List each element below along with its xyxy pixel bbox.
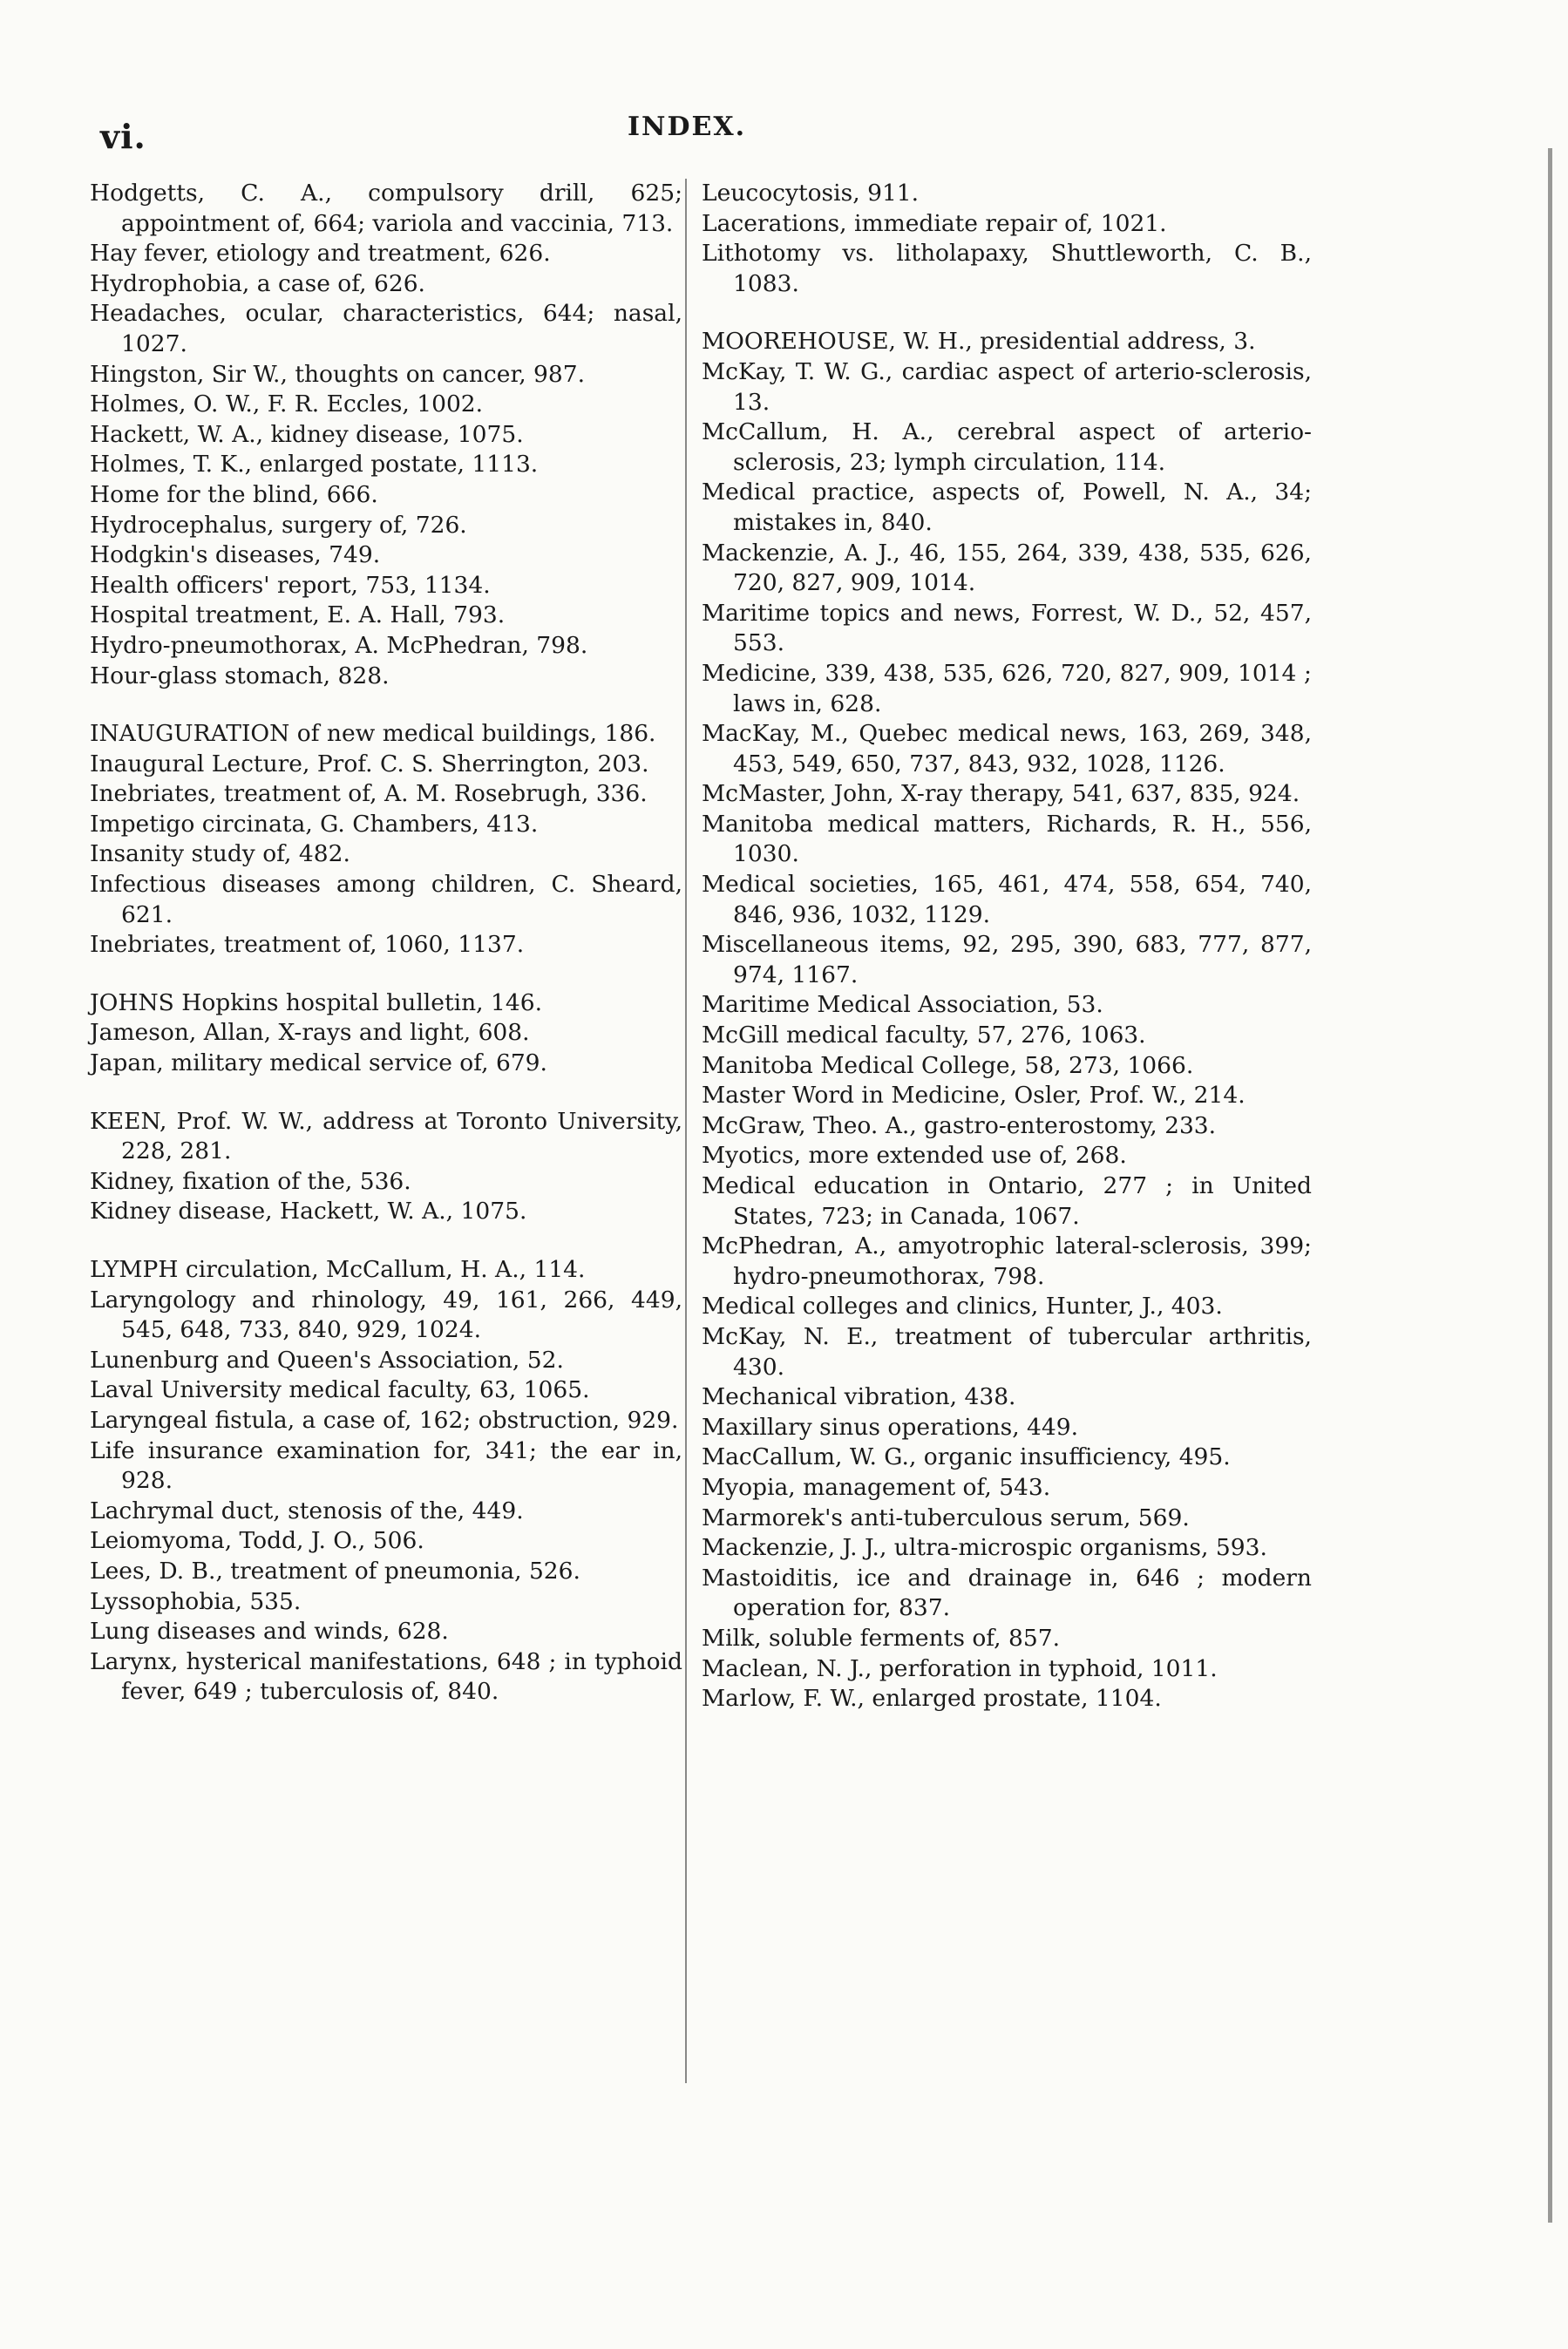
index-entry: Medical education in Ontario, 277 ; in United States, 723; in Canada, 1067. <box>702 1172 1312 1230</box>
index-entry: Medical practice, aspects of, Powell, N. A., 34; mistakes in, 840. <box>702 479 1312 536</box>
index-entry: Myotics, more extended use of, 268. <box>702 1142 1127 1170</box>
index-entry: Hodgetts, C. A., compulsory drill, 625; appointment of, 664; variola and vaccinia, 713. <box>90 180 682 237</box>
index-entry: Japan, military medical service of, 679. <box>90 1049 547 1077</box>
index-entry: Inaugural Lecture, Prof. C. S. Sherrington, 203. <box>90 750 649 777</box>
index-entry: Maxillary sinus operations, 449. <box>702 1413 1079 1441</box>
page-edge-shadow <box>1548 148 1552 2223</box>
index-entry: Manitoba Medical College, 58, 273, 1066. <box>702 1051 1194 1079</box>
section-gap <box>90 961 682 988</box>
index-entry: Inebriates, treatment of, 1060, 1137. <box>90 931 525 959</box>
index-entry: Maritime topics and news, Forrest, W. D., 52, 457, 553. <box>702 599 1312 657</box>
index-column-right <box>702 179 1312 1714</box>
index-entry: Marlow, F. W., enlarged prostate, 1104. <box>702 1685 1162 1713</box>
section-gap <box>90 1227 682 1255</box>
index-entry: Miscellaneous items, 92, 295, 390, 683, 777, 877, 974, 1167. <box>702 931 1312 988</box>
index-entry: Hingston, Sir W., thoughts on cancer, 987. <box>90 360 586 388</box>
index-column-left <box>90 179 682 1707</box>
index-entry: KEEN, Prof. W. W., address at Toronto University, 228, 281. <box>90 1107 682 1165</box>
index-entry: McKay, N. E., treatment of tubercular arthritis, 430. <box>702 1322 1312 1381</box>
index-entry: Hour-glass stomach, 828. <box>90 662 390 689</box>
index-entry: Holmes, O. W., F. R. Eccles, 1002. <box>90 390 484 418</box>
index-entry: Life insurance examination for, 341; the ear in, 928. <box>90 1436 682 1495</box>
index-entry: Marmorek's anti-tuberculous serum, 569. <box>702 1504 1190 1531</box>
index-entry: Hydro-pneumothorax, A. McPhedran, 798. <box>90 631 588 659</box>
index-entry: MacKay, M., Quebec medical news, 163, 269, 348, 453, 549, 650, 737, 843, 932, 1028, 1126. <box>702 720 1312 777</box>
index-entry: Larynx, hysterical manifestations, 648 ; in typhoid fever, 649 ; tuberculosis of, 840. <box>90 1647 682 1706</box>
column-divider <box>685 179 687 2083</box>
index-entry: McKay, T. W. G., cardiac aspect of arterio-sclerosis, 13. <box>702 357 1312 416</box>
index-entry: Lachrymal duct, stenosis of the, 449. <box>90 1497 524 1524</box>
index-entry: Hydrocephalus, surgery of, 726. <box>90 511 467 539</box>
index-entry: Leiomyoma, Todd, J. O., 506. <box>90 1527 424 1555</box>
index-entry: Lyssophobia, 535. <box>90 1587 302 1615</box>
index-entry: Laryngeal fistula, a case of, 162; obstruction, 929. <box>90 1406 679 1434</box>
index-entry: Lunenburg and Queen's Association, 52. <box>90 1346 564 1374</box>
index-entry: Milk, soluble ferments of, 857. <box>702 1624 1061 1652</box>
page-number: vi. <box>100 117 146 156</box>
index-entry: Lithotomy vs. litholapaxy, Shuttleworth, C. B., 1083. <box>702 240 1312 297</box>
index-entry: MacCallum, W. G., organic insufficiency, 495. <box>702 1443 1231 1471</box>
index-entry: Impetigo circinata, G. Chambers, 413. <box>90 810 539 838</box>
index-entry: Leucocytosis, 911. <box>702 180 920 207</box>
index-entry: JOHNS Hopkins hospital bulletin, 146. <box>90 988 542 1016</box>
index-entry: McCallum, H. A., cerebral aspect of arterio-sclerosis, 23; lymph circulation, 114. <box>702 418 1312 476</box>
index-entry: Laryngology and rhinology, 49, 161, 266, 449, 545, 648, 733, 840, 929, 1024. <box>90 1286 682 1344</box>
section-gap <box>702 299 1312 327</box>
index-entry: Headaches, ocular, characteristics, 644; nasal, 1027. <box>90 300 682 357</box>
index-entry: Mastoiditis, ice and drainage in, 646 ; modern operation for, 837. <box>702 1564 1312 1622</box>
index-entry: Medical colleges and clinics, Hunter, J., 403. <box>702 1293 1223 1320</box>
section-gap <box>90 691 682 719</box>
page-header <box>0 103 1568 155</box>
index-entry: Home for the blind, 666. <box>90 480 378 508</box>
index-entry: McGill medical faculty, 57, 276, 1063. <box>702 1022 1146 1049</box>
index-entry: Hodgkin's diseases, 749. <box>90 541 381 569</box>
index-entry: McPhedran, A., amyotrophic lateral-sclerosis, 399; hydro-pneumothorax, 798. <box>702 1232 1312 1290</box>
index-entry: McGraw, Theo. A., gastro-enterostomy, 233. <box>702 1111 1217 1139</box>
index-entry: Mackenzie, A. J., 46, 155, 264, 339, 438, 535, 626, 720, 827, 909, 1014. <box>702 539 1312 597</box>
index-entry: Hydrophobia, a case of, 626. <box>90 269 425 297</box>
index-entry: Insanity study of, 482. <box>90 840 350 868</box>
index-entry: Hospital treatment, E. A. Hall, 793. <box>90 601 506 629</box>
index-entry: Laval University medical faculty, 63, 1065. <box>90 1376 590 1404</box>
index-entry: Holmes, T. K., enlarged postate, 1113. <box>90 451 539 479</box>
index-entry: Medicine, 339, 438, 535, 626, 720, 827, 909, 1014 ; laws in, 628. <box>702 659 1312 717</box>
index-entry: Kidney disease, Hackett, W. A., 1075. <box>90 1198 527 1225</box>
index-entry: Kidney, fixation of the, 536. <box>90 1167 411 1195</box>
index-entry: McMaster, John, X-ray therapy, 541, 637, 835, 924. <box>702 780 1300 808</box>
index-entry: Master Word in Medicine, Osler, Prof. W., 214. <box>702 1082 1246 1110</box>
index-entry: Lees, D. B., treatment of pneumonia, 526. <box>90 1557 580 1585</box>
index-entry: Jameson, Allan, X-rays and light, 608. <box>90 1019 530 1047</box>
index-entry: Myopia, management of, 543. <box>702 1473 1051 1501</box>
index-entry: Infectious diseases among children, C. Sheard, 621. <box>90 871 682 928</box>
page-title: INDEX. <box>628 112 747 142</box>
index-entry: Manitoba medical matters, Richards, R. H., 556, 1030. <box>702 810 1312 868</box>
index-entry: MOOREHOUSE, W. H., presidential address, 3. <box>702 328 1256 356</box>
index-entry: Health officers' report, 753, 1134. <box>90 571 491 599</box>
index-entry: Lacerations, immediate repair of, 1021. <box>702 209 1167 237</box>
section-gap <box>90 1079 682 1107</box>
index-entry: Maclean, N. J., perforation in typhoid, 1011. <box>702 1654 1218 1682</box>
index-entry: Hay fever, etiology and treatment, 626. <box>90 240 551 268</box>
index-entry: LYMPH circulation, McCallum, H. A., 114. <box>90 1256 586 1283</box>
index-entry: Mechanical vibration, 438. <box>702 1383 1016 1411</box>
index-entry: Lung diseases and winds, 628. <box>90 1618 449 1646</box>
index-entry: Medical societies, 165, 461, 474, 558, 654, 740, 846, 936, 1032, 1129. <box>702 871 1312 928</box>
index-entry: Mackenzie, J. J., ultra-microspic organisms, 593. <box>702 1534 1267 1562</box>
index-entry: Maritime Medical Association, 53. <box>702 991 1103 1019</box>
index-entry: INAUGURATION of new medical buildings, 186. <box>90 720 656 748</box>
index-entry: Hackett, W. A., kidney disease, 1075. <box>90 420 524 448</box>
index-entry: Inebriates, treatment of, A. M. Rosebrugh, 336. <box>90 780 648 808</box>
